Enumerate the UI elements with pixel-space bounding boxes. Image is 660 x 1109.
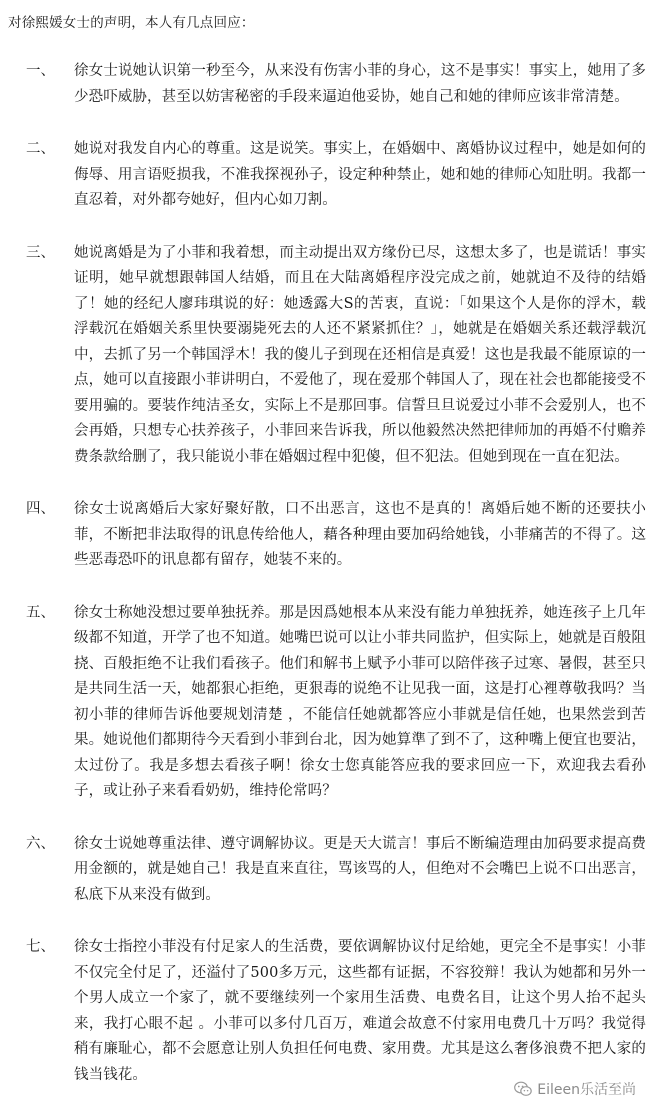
point-marker: 四、	[26, 501, 55, 517]
points-list	[8, 59, 646, 1088]
point-marker: 七、	[26, 939, 55, 955]
source-watermark	[514, 1079, 636, 1099]
point-text: 她说离婚是为了小菲和我着想，而主动提出双方缘份已尽，这想太多了，也是谎话！事实证明，她早就想跟韩国人结婚，而且在大陆离婚程序没完成之前，她就迫不及待的结婚了！她的经纪人廖玮琪说的好：她透露大S的苦衷，直说：「如果这个人是你的浮木，载浮载沉在婚姻关系里快要溺毙死去的人还不紧紧抓住？」，她就是在婚姻关系还载浮载沉中，去抓了另一个韩国浮木！我的傻儿子到现在还相信是真爱！这也是我最不能原谅的一点，她可以直接跟小菲讲明白，不爱他了，现在爱那个韩国人了，现在社会也都能接受不要用骗的。要装作纯洁圣女，实际上不是那回事。信誓旦旦说爱过小菲不会爱别人，也不会再婚，只想专心扶养孩子，小菲回来告诉我，所以他毅然决然把律师加的再婚不付赡养费条款给删了，我只能说小菲在婚姻过程中犯傻，但不犯法。但她到现在一直在犯法。	[74, 244, 646, 465]
point-item	[8, 832, 646, 909]
watermark-text: Eileen乐活至尚	[537, 1082, 636, 1098]
point-item	[8, 601, 646, 805]
point-item	[8, 137, 646, 214]
point-marker: 二、	[26, 141, 55, 157]
point-item	[8, 935, 646, 1088]
point-text: 徐女士称她没想过要单独抚养。那是因爲她根本从来没有能力单独抚养，她连孩子上几年级都不知道，开学了也不知道。她嘴巴说可以让小菲共同监护，但实际上，她就是百般阻挠、百般拒绝不让我们看孩子。他们和解书上赋予小菲可以陪伴孩子过寒、暑假，甚至只是共同生活一天，她都狠心拒绝，更狠毒的说绝不让见我一面，这是打心裡尊敬我吗？当初小菲的律师告诉他要规划清楚 ，不能信任她就都答应小菲就是信任她，也果然尝到苦果。她说他们都期待今天看到小菲到台北，因为她算準了到不了，这种嘴上便宜也要沾，太过份了。我是多想去看孩子啊！徐女士您真能答应我的要求回应一下，欢迎我去看孙子，或让孙子来看看奶奶，维持伦常吗？	[74, 604, 646, 799]
point-item	[8, 497, 646, 574]
point-text: 徐女士说她认识第一秒至今，从来没有伤害小菲的身心，这不是事实！事实上，她用了多少恐吓威胁，甚至以妨害秘密的手段来逼迫他妥协，她自己和她的律师应该非常清楚。	[74, 63, 646, 105]
wechat-icon	[514, 1081, 532, 1097]
point-marker: 六、	[26, 835, 55, 852]
point-marker: 五、	[26, 604, 55, 621]
point-item	[8, 59, 646, 110]
point-marker: 一、	[26, 63, 55, 79]
point-text: 徐女士说离婚后大家好聚好散，口不出恶言，这也不是真的！离婚后她不断的还要扶小菲，不断把非法取得的讯息传给他人，藉各种理由要加码给她钱，小菲痛苦的不得了。这些恶毒恐吓的讯息都有留存，她装不来的。	[74, 501, 646, 568]
point-item	[8, 241, 646, 471]
point-text: 徐女士指控小菲没有付足家人的生活费，要依调解协议付足给她，更完全不是事实！小菲不仅完全付足了，还溢付了500多万元，这些都有证据，不容狡辩！我认为她都和另外一个男人成立一个家了，就不要继续列一个家用生活费、电费名目，让这个男人抬不起头来，我打心眼不起 。小菲可以多付几百万，难道会故意不付家用电费几十万吗？我觉得稍有廉耻心，都不会愿意让别人负担任何电费、家用费。尤其是这么奢侈浪费不把人家的钱当钱花。	[74, 939, 646, 1083]
point-text: 徐女士说她尊重法律、遵守调解协议。更是天大谎言！事后不断编造理由加码要求提高费用金额的，就是她自己！我是直来直往，骂该骂的人，但绝对不会嘴巴上说不口出恶言，私底下从来没有做到。	[74, 835, 646, 903]
point-marker: 三、	[26, 244, 55, 261]
intro-line: 对徐熙媛女士的声明，本人有几点回应：	[8, 15, 255, 31]
point-text: 她说对我发自内心的尊重。这是说笑。事实上，在婚姻中、离婚协议过程中，她是如何的侮辱、用言语贬损我，不准我探视孙子，设定种种禁止，她和她的律师心知肚明。我都一直忍着，对外都夸她好，但内心如刀割。	[74, 141, 646, 208]
